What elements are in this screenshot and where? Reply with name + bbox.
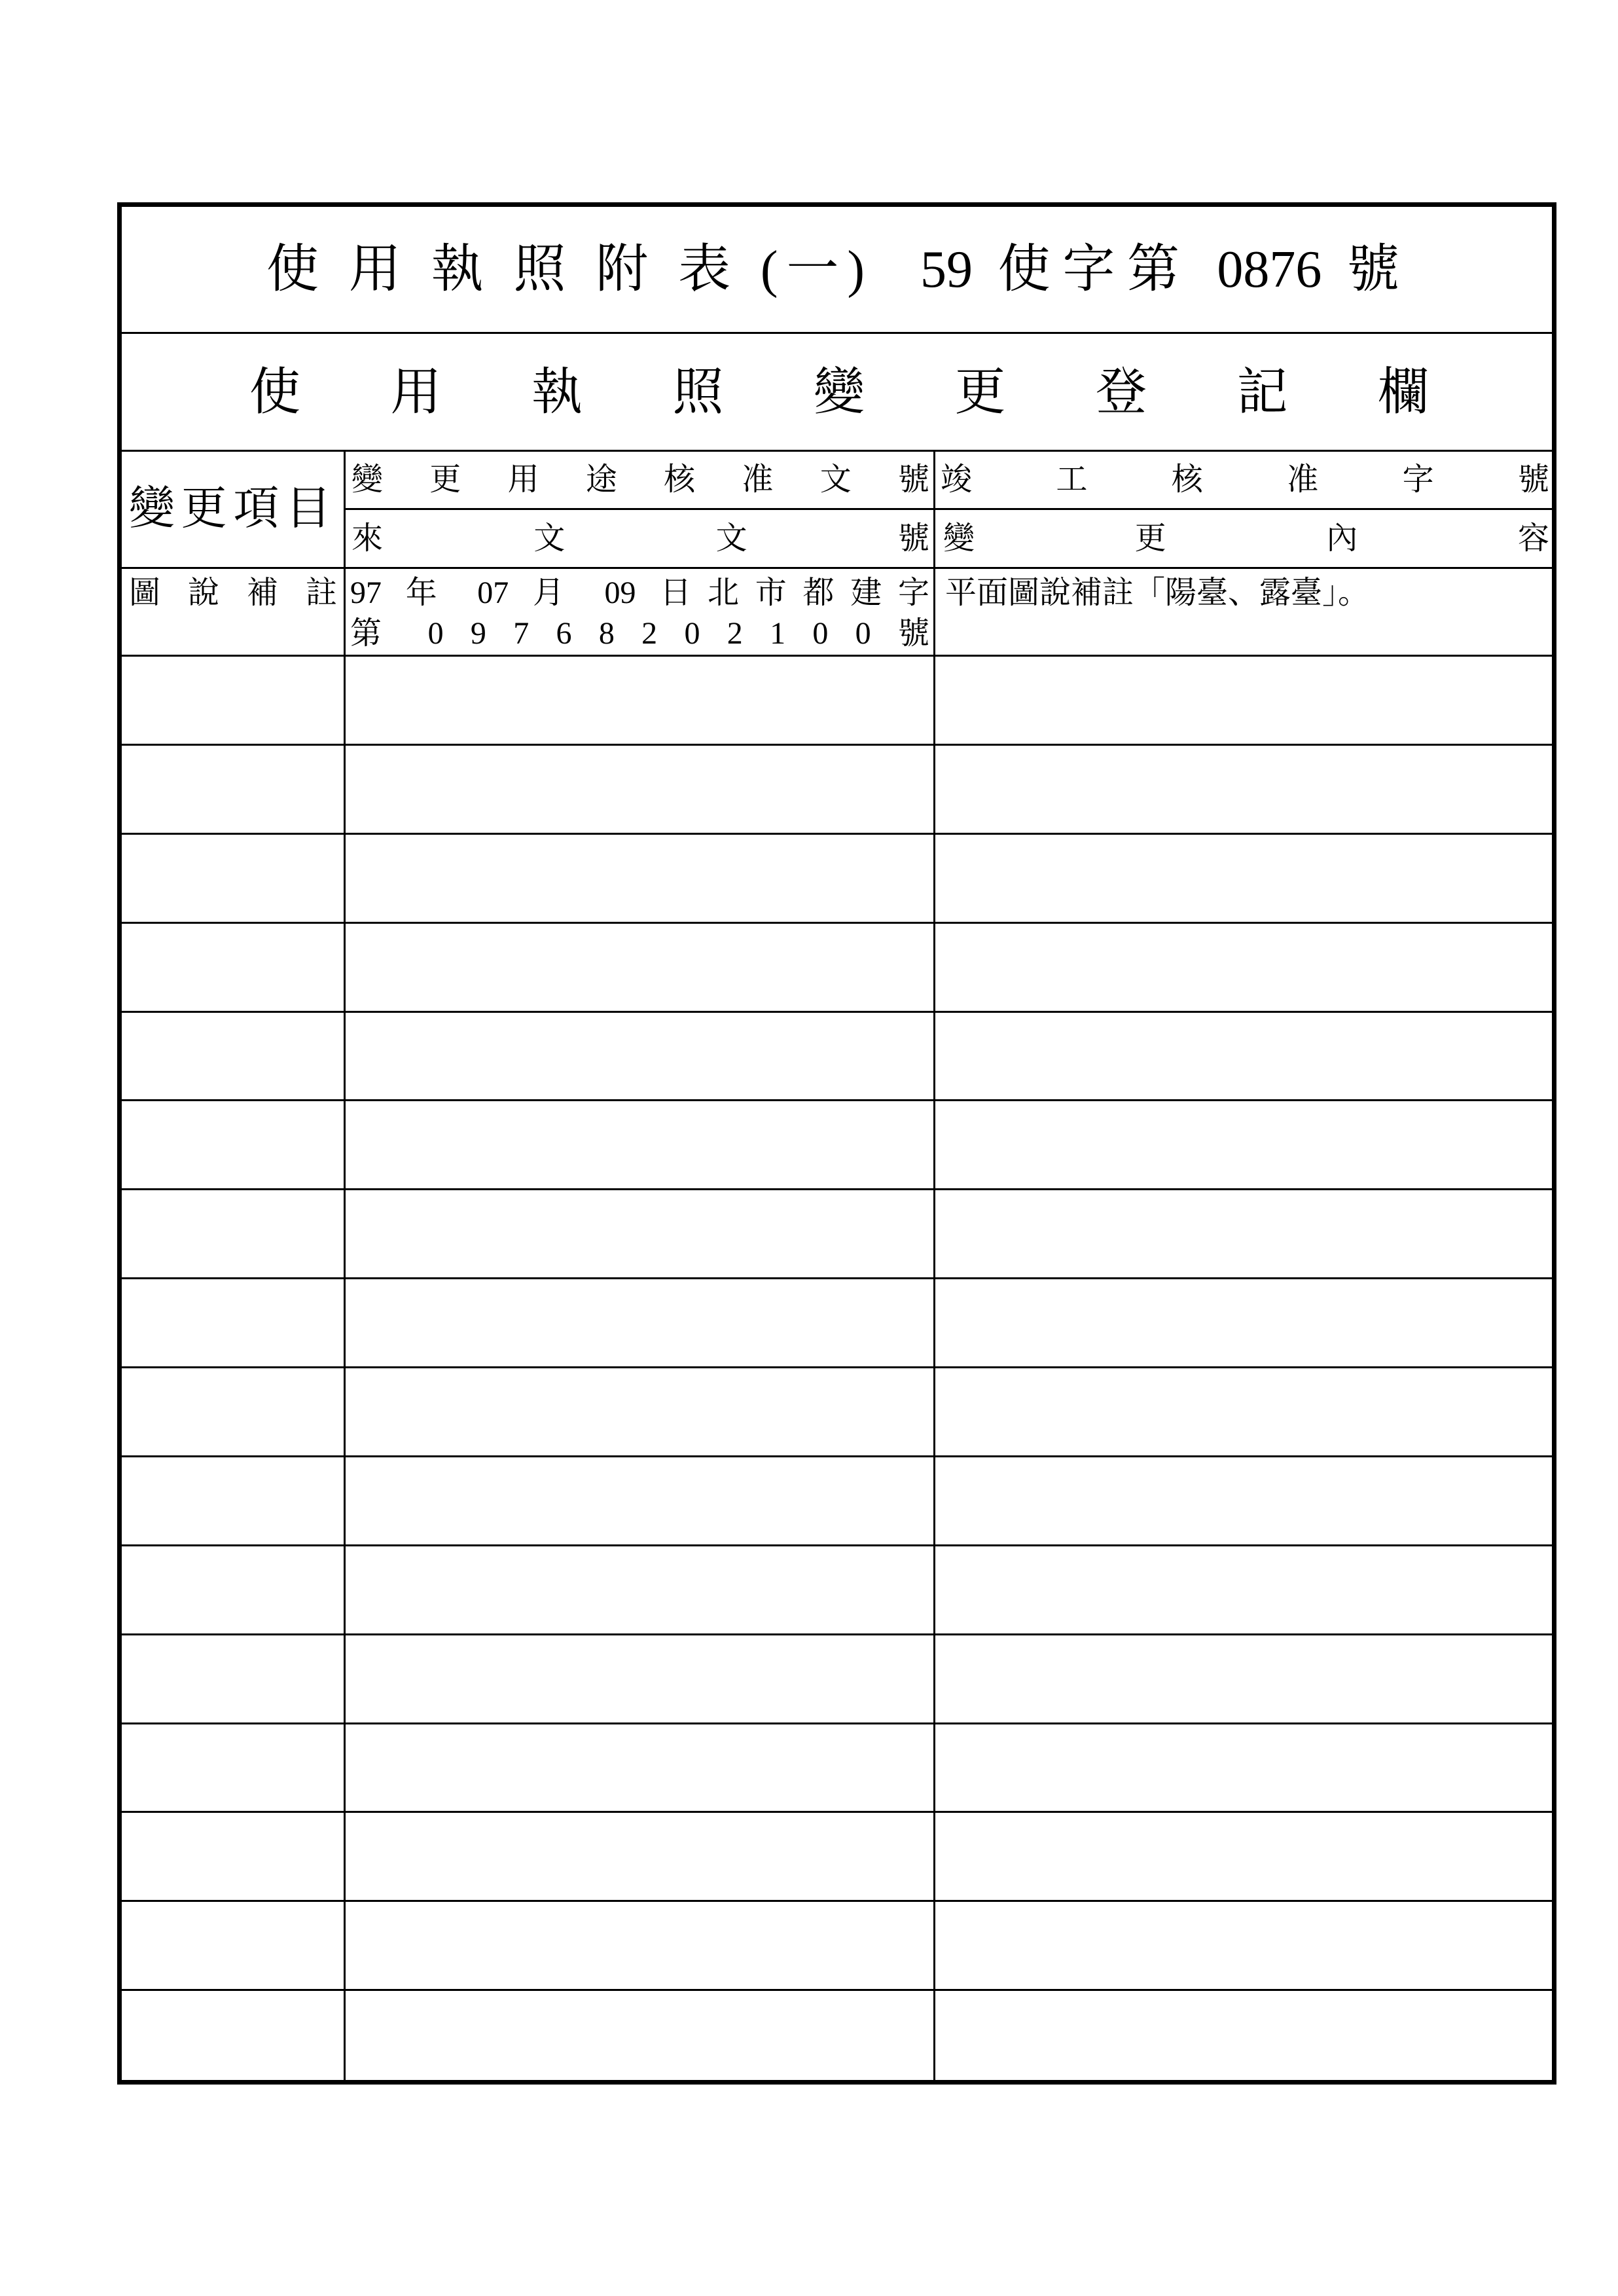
blank-cell-change-item [122, 1368, 346, 1455]
title-row [122, 207, 1552, 334]
blank-cell-change-item [122, 1546, 346, 1633]
row-change-content: 平面圖說補註「陽臺、露臺」。 [945, 575, 1370, 610]
blank-cell-change-item [122, 1279, 346, 1366]
blank-cell-change-content [935, 1279, 1552, 1366]
blank-cell-change-item [122, 1902, 346, 1989]
blank-cell-change-item [122, 1724, 346, 1811]
blank-cell-change-item [122, 1813, 346, 1900]
blank-cell-doc-no [346, 1190, 935, 1277]
license-number-box [920, 207, 1399, 332]
blank-cell-change-content [935, 1635, 1552, 1722]
header-change-content-label: 變 更 內 容 [943, 520, 1549, 556]
form-frame [117, 202, 1556, 2085]
row-doc-no-cell [346, 569, 935, 657]
row-doc-no-line-1: 97 年 07 月 09 日北市都建字 [350, 575, 929, 610]
blank-cell-change-content [935, 657, 1552, 744]
blank-cell-change-content [935, 1546, 1552, 1633]
blank-cell-doc-no [346, 1457, 935, 1544]
row-change-item: 圖 說 補 註 [129, 575, 337, 610]
blank-cell-doc-no [346, 1279, 935, 1366]
blank-cell-change-item [122, 1457, 346, 1544]
blank-cell-doc-no [346, 746, 935, 833]
section-title-row [122, 334, 1552, 452]
blank-cell-doc-no [346, 1991, 935, 2080]
row-doc-no-line-2: 第 0 9 7 6 8 2 0 2 1 0 0 號 [350, 616, 929, 651]
blank-cell-doc-no [346, 657, 935, 744]
blank-cell-doc-no [346, 1546, 935, 1633]
blank-cell-change-item [122, 835, 346, 922]
blank-cell-doc-no [346, 924, 935, 1011]
blank-cell-change-item [122, 1013, 346, 1099]
blank-cell-change-content [935, 1368, 1552, 1455]
section-title: 使 用 執 照 變 更 登 記 欄 [249, 363, 1429, 420]
blank-row [122, 1101, 1552, 1190]
header-incoming-doc-no [346, 510, 935, 569]
blank-cell-change-item [122, 1991, 346, 2080]
header-completion-approval-no [935, 452, 1552, 510]
blank-cell-doc-no [346, 1635, 935, 1722]
blank-row [122, 1902, 1552, 1991]
blank-cell-change-content [935, 1813, 1552, 1900]
header-change-use-approval-no [346, 452, 935, 510]
blank-cell-doc-no [346, 1902, 935, 1989]
blank-row [122, 1546, 1552, 1635]
header-change-use-approval-no-label: 變 更 用 途 核 准 文 號 [351, 462, 929, 497]
blank-cell-change-item [122, 746, 346, 833]
header-incoming-doc-no-label: 來 文 文 號 [351, 520, 929, 556]
blank-cell-change-content [935, 924, 1552, 1011]
blank-cell-doc-no [346, 835, 935, 922]
blank-row [122, 1013, 1552, 1101]
header-change-item-label: 變更項目 [129, 484, 331, 534]
header-change-content [935, 510, 1552, 569]
blank-row [122, 1190, 1552, 1279]
header-change-item [122, 452, 346, 569]
blank-row [122, 1724, 1552, 1813]
blank-cell-change-content [935, 1991, 1552, 2080]
blank-cell-doc-no [346, 1813, 935, 1900]
blank-cell-change-content [935, 1013, 1552, 1099]
blank-cell-change-content [935, 835, 1552, 922]
blank-row [122, 1813, 1552, 1902]
blank-cell-change-content [935, 1902, 1552, 1989]
blank-row [122, 1457, 1552, 1546]
blank-row [122, 1279, 1552, 1368]
blank-cell-change-item [122, 1635, 346, 1722]
blank-cell-change-content [935, 1724, 1552, 1811]
blank-cell-doc-no [346, 1013, 935, 1099]
blank-cell-change-item [122, 924, 346, 1011]
blank-cell-change-content [935, 1457, 1552, 1544]
row-change-content-cell [935, 569, 1552, 657]
header-completion-approval-no-label: 竣 工 核 准 字 號 [941, 462, 1549, 497]
blank-row [122, 746, 1552, 835]
blank-cell-change-content [935, 1190, 1552, 1277]
blank-row [122, 1635, 1552, 1724]
blank-cell-doc-no [346, 1724, 935, 1811]
blank-cell-change-item [122, 1190, 346, 1277]
blank-cell-doc-no [346, 1368, 935, 1455]
blank-row [122, 1368, 1552, 1457]
blank-row [122, 835, 1552, 924]
blank-cell-change-content [935, 1101, 1552, 1188]
form-title-box [266, 207, 865, 332]
blank-cell-change-item [122, 1101, 346, 1188]
blank-row [122, 924, 1552, 1013]
blank-row [122, 657, 1552, 746]
blank-cell-doc-no [346, 1101, 935, 1188]
blank-cell-change-item [122, 657, 346, 744]
form-title: 使 用 執 照 附 表 (一) [266, 240, 865, 299]
blank-cell-change-content [935, 746, 1552, 833]
license-number: 59 使字第 0876 號 [920, 240, 1399, 299]
blank-row [122, 1991, 1552, 2080]
row-change-item-cell [122, 569, 346, 657]
